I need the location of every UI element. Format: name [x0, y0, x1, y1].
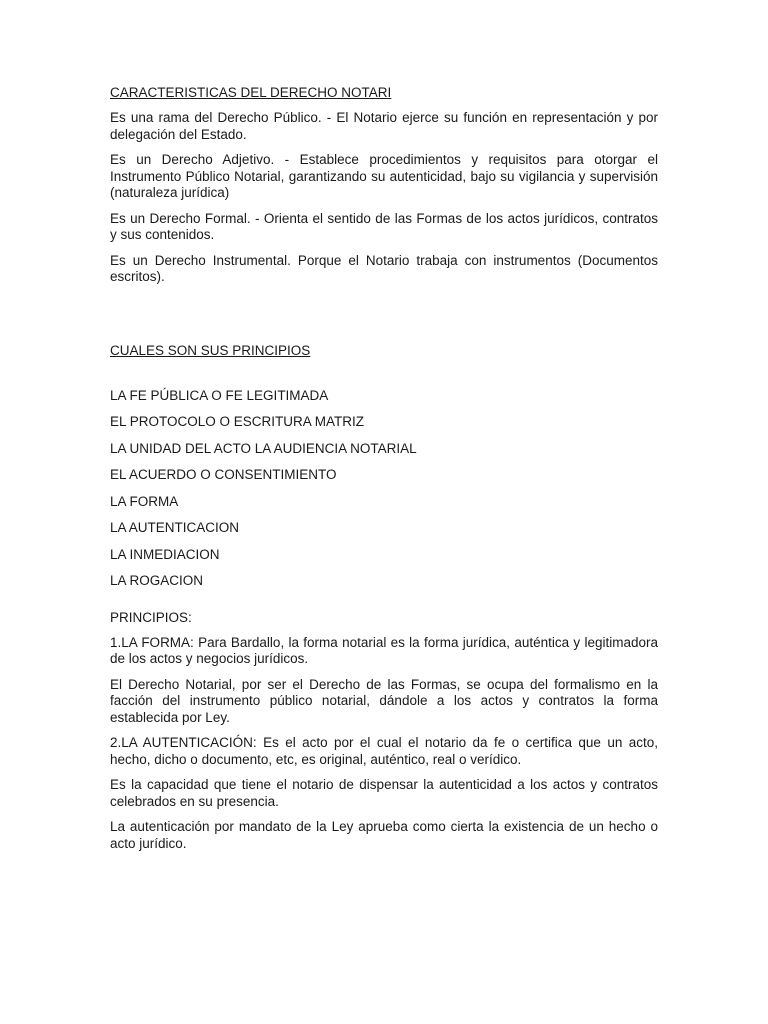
list-item: LA ROGACION [110, 573, 204, 588]
list-item: LA UNIDAD DEL ACTO LA AUDIENCIA NOTARIAL [110, 440, 417, 456]
section-title-principios-detalle: PRINCIPIOS: [110, 609, 192, 625]
spacer [110, 599, 658, 609]
list-item: LA INMEDIACION [110, 546, 220, 562]
paragraph-derecho-notarial: El Derecho Notarial, por ser el Derecho de las Formas, se ocupa del formalismo en la facción del instrumento público notarial, dándole a los actos y contratos la forma establecida por Ley. [110, 676, 658, 725]
list-item: EL ACUERDO O CONSENTIMIENTO [110, 467, 337, 482]
paragraph-derecho-publico: Es una rama del Derecho Público. - El Notario ejerce su función en representación y por delegación del Estado. [110, 110, 658, 142]
paragraph-autenticacion-ley: La autenticación por mandato de la Ley aprueba como cierta la existencia de un hecho o acto jurídico. [110, 819, 658, 851]
paragraph-derecho-formal: Es un Derecho Formal. - Orienta el sentido de las Formas de los actos jurídicos, contratos y sus contenidos. [110, 210, 658, 242]
paragraph-derecho-instrumental: Es un Derecho Instrumental. Porque el Notario trabaja con instrumentos (Documentos escritos). [110, 252, 658, 284]
section-title-caracteristicas: CARACTERISTICAS DEL DERECHO NOTARI [110, 85, 392, 100]
section-title-principios: CUALES SON SUS PRINCIPIOS [110, 342, 311, 358]
paragraph-capacidad-notario: Es la capacidad que tiene el notario de dispensar la autenticidad a los actos y contratos celebrados en su presencia. [110, 777, 658, 809]
spacer [110, 295, 658, 342]
paragraph-la-autenticacion: 2.LA AUTENTICACIÓN: Es el acto por el cual el notario da fe o certifica que un acto, hecho, dicho o documento, etc, es original, auténtico, real o verídico. [110, 735, 658, 767]
list-item: EL PROTOCOLO O ESCRITURA MATRIZ [110, 414, 365, 429]
list-item: LA FE PÚBLICA O FE LEGITIMADA [110, 387, 329, 403]
spacer [110, 368, 658, 387]
paragraph-derecho-adjetivo: Es un Derecho Adjetivo. - Establece procedimientos y requisitos para otorgar el Instrumento Público Notarial, garantizando su autenticidad, bajo su vigilancia y supervisión (naturaleza jurídica) [110, 152, 658, 200]
list-item: LA AUTENTICACION [110, 520, 240, 535]
list-item: LA FORMA [110, 493, 179, 509]
paragraph-la-forma: 1.LA FORMA: Para Bardallo, la forma notarial es la forma jurídica, auténtica y legitimadora de los actos y negocios jurídicos. [110, 634, 658, 666]
